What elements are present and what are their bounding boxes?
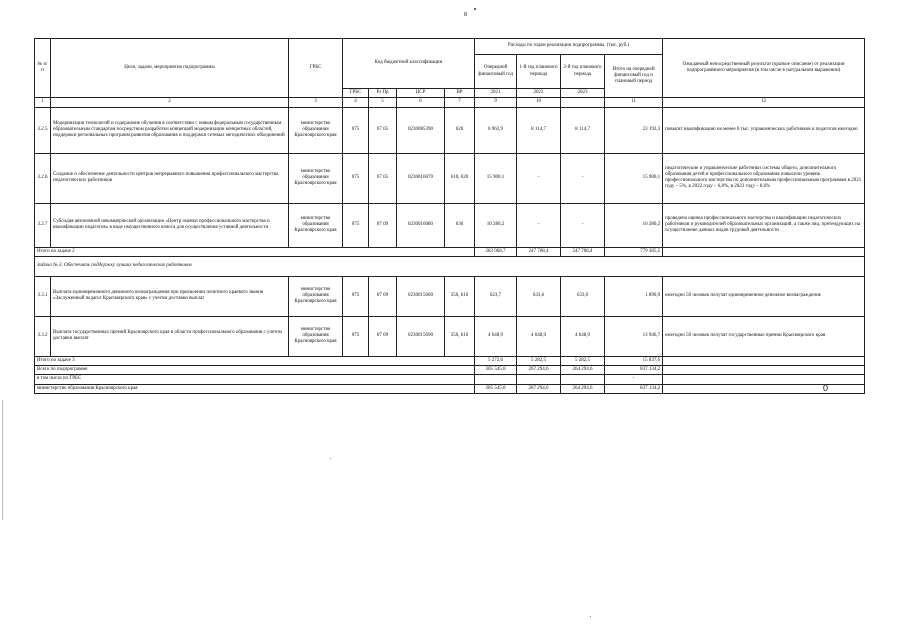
- col-num: 12: [663, 98, 865, 107]
- total-row-task2: [35, 247, 865, 256]
- total-v2022: 5 282,5: [517, 356, 561, 365]
- col-num: 7: [445, 98, 475, 107]
- row-v2023: -: [561, 153, 605, 203]
- row-num: 3.2.7: [35, 203, 51, 247]
- total-v2023: 5 282,5: [561, 356, 605, 365]
- col-num: 1: [35, 98, 51, 107]
- row-name: Субсидия автономной некоммерческой организации «Центр оценки профессионального мастерства и квалификации педагогов» в виде имущественного взноса для осуществления уставной деятельности: [51, 203, 289, 247]
- row-v2021: 4 648,9: [475, 316, 517, 356]
- scan-mark: 0: [823, 383, 829, 393]
- row-name: Выплата единовременного денежного вознаграждения при присвоении почетного краевого звания «Заслуженный педагог Красноярского края» с учетом доставки выплат: [51, 276, 289, 316]
- row-grbs: 075: [343, 203, 369, 247]
- total-label: Итого по задаче 2: [35, 247, 475, 256]
- ministry-v2022: 267 294,6: [517, 384, 561, 393]
- row-total: 23 192,3: [605, 107, 663, 153]
- col-num: 4: [343, 98, 369, 107]
- row-org: министерство образования Красноярского края: [289, 107, 343, 153]
- ministry-label: министерство образования Красноярского края: [35, 384, 475, 393]
- col-num: 3: [289, 98, 343, 107]
- col-num: 10: [517, 98, 561, 107]
- table-row: [35, 316, 865, 356]
- total-sum: 15 837,6: [605, 356, 663, 365]
- row-num: 3.2.5: [35, 107, 51, 153]
- row-result: педагогические и управленческие работники системы общего, дополнительного образования детей и профессионального образования повысили уровень профессионального мастерства по дополнительным профессиональным программам в 2021 году – 5%, в 2022 году – 6,8%, в 2023 году – 8,6%: [663, 153, 865, 203]
- row-org: министерство образования Красноярского края: [289, 316, 343, 356]
- row-csr: 0230085390: [397, 107, 445, 153]
- row-v2022: 8 114,7: [517, 107, 561, 153]
- ministry-total: 837 134,2: [605, 384, 663, 393]
- row-csr: 0230015690: [397, 316, 445, 356]
- row-grbs: 075: [343, 153, 369, 203]
- total-sum: 779 385,5: [605, 247, 663, 256]
- row-vr: 630: [445, 203, 475, 247]
- row-num: 3.3.2: [35, 316, 51, 356]
- row-result: проведена оценка профессионального мастерства и квалификации педагогических работников и руководителей образовательных организаций, а также лиц, претендующих на осуществление данных видов трудовой деятельности: [663, 203, 865, 247]
- row-result: ежегодно 50 человек получат единовременное денежное вознаграждение: [663, 276, 865, 316]
- total-v2021: 305 545,0: [475, 366, 517, 375]
- table-row: [35, 203, 865, 247]
- row-grbs: 075: [343, 316, 369, 356]
- row-grbs: 075: [343, 276, 369, 316]
- header-year-total: Итого на очередной финансовый год и плановый период: [605, 55, 663, 98]
- row-v2022: -: [517, 153, 561, 203]
- row-num: 3.3.1: [35, 276, 51, 316]
- column-number-row: [35, 98, 865, 107]
- header-y2021: 2021: [475, 89, 517, 98]
- row-name: Выплата государственных премий Красноярского края в области профессионального образования с учетом доставки выплат: [51, 316, 289, 356]
- header-budget-code: Код бюджетной классификации: [343, 39, 475, 89]
- row-org: министерство образования Красноярского края: [289, 276, 343, 316]
- total-v2023: 264 294,6: [561, 366, 605, 375]
- row-rzpr: 07 05: [369, 153, 397, 203]
- col-num: 11: [605, 98, 663, 107]
- row-rzpr: 07 09: [369, 276, 397, 316]
- row-v2021: 623,7: [475, 276, 517, 316]
- total-row-task3: [35, 356, 865, 365]
- scan-speck: [330, 458, 331, 459]
- row-rzpr: 07 05: [369, 107, 397, 153]
- row-v2021: 6 962,9: [475, 107, 517, 153]
- header-year-current: Очередной финансовый год: [475, 55, 517, 89]
- row-v2023: 8 114,7: [561, 107, 605, 153]
- scan-edge-line: [2, 400, 3, 520]
- row-name: Модернизация технологий и содержание обучения в соответствии с новым федеральным государственным образовательным стандартом посредством разработки концепций модернизации конкретных областей, поддержки региональных программ развития образования и поддержки сетевых методических объединений: [51, 107, 289, 153]
- total-v2022: 267 294,6: [517, 366, 561, 375]
- row-name: Создание и обеспечение деятельности центров непрерывного повышения профессионального мастерства педагогических работников: [51, 153, 289, 203]
- incl-grbs-label: в том числе по ГРБС: [35, 375, 475, 384]
- total-label: Итого по задаче 3: [35, 356, 475, 365]
- header-result: Ожидаемый непосредственный результат (краткое описание) от реализации подпрограммного мероприятия (в том числе в натуральном выражении): [663, 39, 865, 98]
- col-num: 2: [51, 98, 289, 107]
- header-y2023: 2023: [561, 89, 605, 98]
- header-grbs: ГРБС: [289, 39, 343, 98]
- header-sub-vr: ВР: [445, 89, 475, 98]
- task-heading-row: [35, 256, 865, 276]
- col-num: 5: [369, 98, 397, 107]
- row-vr: 620: [445, 107, 475, 153]
- task-heading: Задача № 3. Обеспечить поддержку лучших педагогических работников: [35, 256, 865, 276]
- page-dot: [474, 8, 476, 10]
- table-row: [35, 107, 865, 153]
- page-number: 8: [464, 12, 467, 18]
- col-num: 9: [475, 98, 517, 107]
- row-grbs: 075: [343, 107, 369, 153]
- header-sub-csr: ЦСР: [397, 89, 445, 98]
- header-y2022: 2022: [517, 89, 561, 98]
- row-result: ежегодно 50 человек получат государственные премии Красноярского края: [663, 316, 865, 356]
- row-v2023: 4 648,9: [561, 316, 605, 356]
- incl-grbs-total: -: [605, 375, 663, 384]
- row-csr: 0230016080: [397, 203, 445, 247]
- header-sub-grbs: ГРБС: [343, 89, 369, 98]
- total-v2021: 5 272,6: [475, 356, 517, 365]
- row-rzpr: 07 09: [369, 203, 397, 247]
- header-sub-rzpr: Рз Пр: [369, 89, 397, 98]
- col-num: [561, 98, 605, 107]
- row-v2021: 10 280,2: [475, 203, 517, 247]
- row-v2023: 633,6: [561, 276, 605, 316]
- row-total: 15 900,1: [605, 153, 663, 203]
- header-num: № п/п: [35, 39, 51, 98]
- header-year-second: 2-й год планового периода: [561, 55, 605, 89]
- row-total: 13 946,7: [605, 316, 663, 356]
- total-v2023: 247 708,4: [561, 247, 605, 256]
- row-org: министерство образования Красноярского края: [289, 153, 343, 203]
- total-v2021: 283 968,7: [475, 247, 517, 256]
- row-v2021: 15 900,1: [475, 153, 517, 203]
- row-total: 1 890,9: [605, 276, 663, 316]
- row-rzpr: 07 09: [369, 316, 397, 356]
- header-expenses: Расходы по годам реализации подпрограммы, (тыс. руб.): [475, 39, 663, 55]
- subprogram-table: [34, 38, 865, 394]
- row-vr: 350, 610: [445, 276, 475, 316]
- total-sum: 837 134,2: [605, 366, 663, 375]
- ministry-v2023: 264 294,6: [561, 384, 605, 393]
- row-vr: 610, 620: [445, 153, 475, 203]
- row-num: 3.2.6: [35, 153, 51, 203]
- row-total: 10 280,2: [605, 203, 663, 247]
- row-v2023: -: [561, 203, 605, 247]
- row-vr: 350, 610: [445, 316, 475, 356]
- total-v2022: 247 708,4: [517, 247, 561, 256]
- incl-grbs-row: [35, 375, 865, 384]
- table-row: [35, 276, 865, 316]
- row-csr: 0230015660: [397, 276, 445, 316]
- header-year-first: 1-й год планового периода: [517, 55, 561, 89]
- ministry-total-row: [35, 384, 865, 393]
- row-org: министерство образования Красноярского края: [289, 203, 343, 247]
- row-v2022: 633,6: [517, 276, 561, 316]
- row-v2022: -: [517, 203, 561, 247]
- table-row: [35, 153, 865, 203]
- row-result: повысят квалификацию не менее 6 тыс. управленческих работников и педагогов ежегодно: [663, 107, 865, 153]
- col-num: 6: [397, 98, 445, 107]
- header-goals: Цели, задачи, мероприятия подпрограммы: [51, 39, 289, 98]
- ministry-v2021: 305 545,0: [475, 384, 517, 393]
- total-label: Всего по подпрограмме: [35, 366, 475, 375]
- total-row-subprogram: [35, 366, 865, 375]
- row-csr: 0230016070: [397, 153, 445, 203]
- scan-speck: [590, 616, 591, 617]
- row-v2022: 4 648,9: [517, 316, 561, 356]
